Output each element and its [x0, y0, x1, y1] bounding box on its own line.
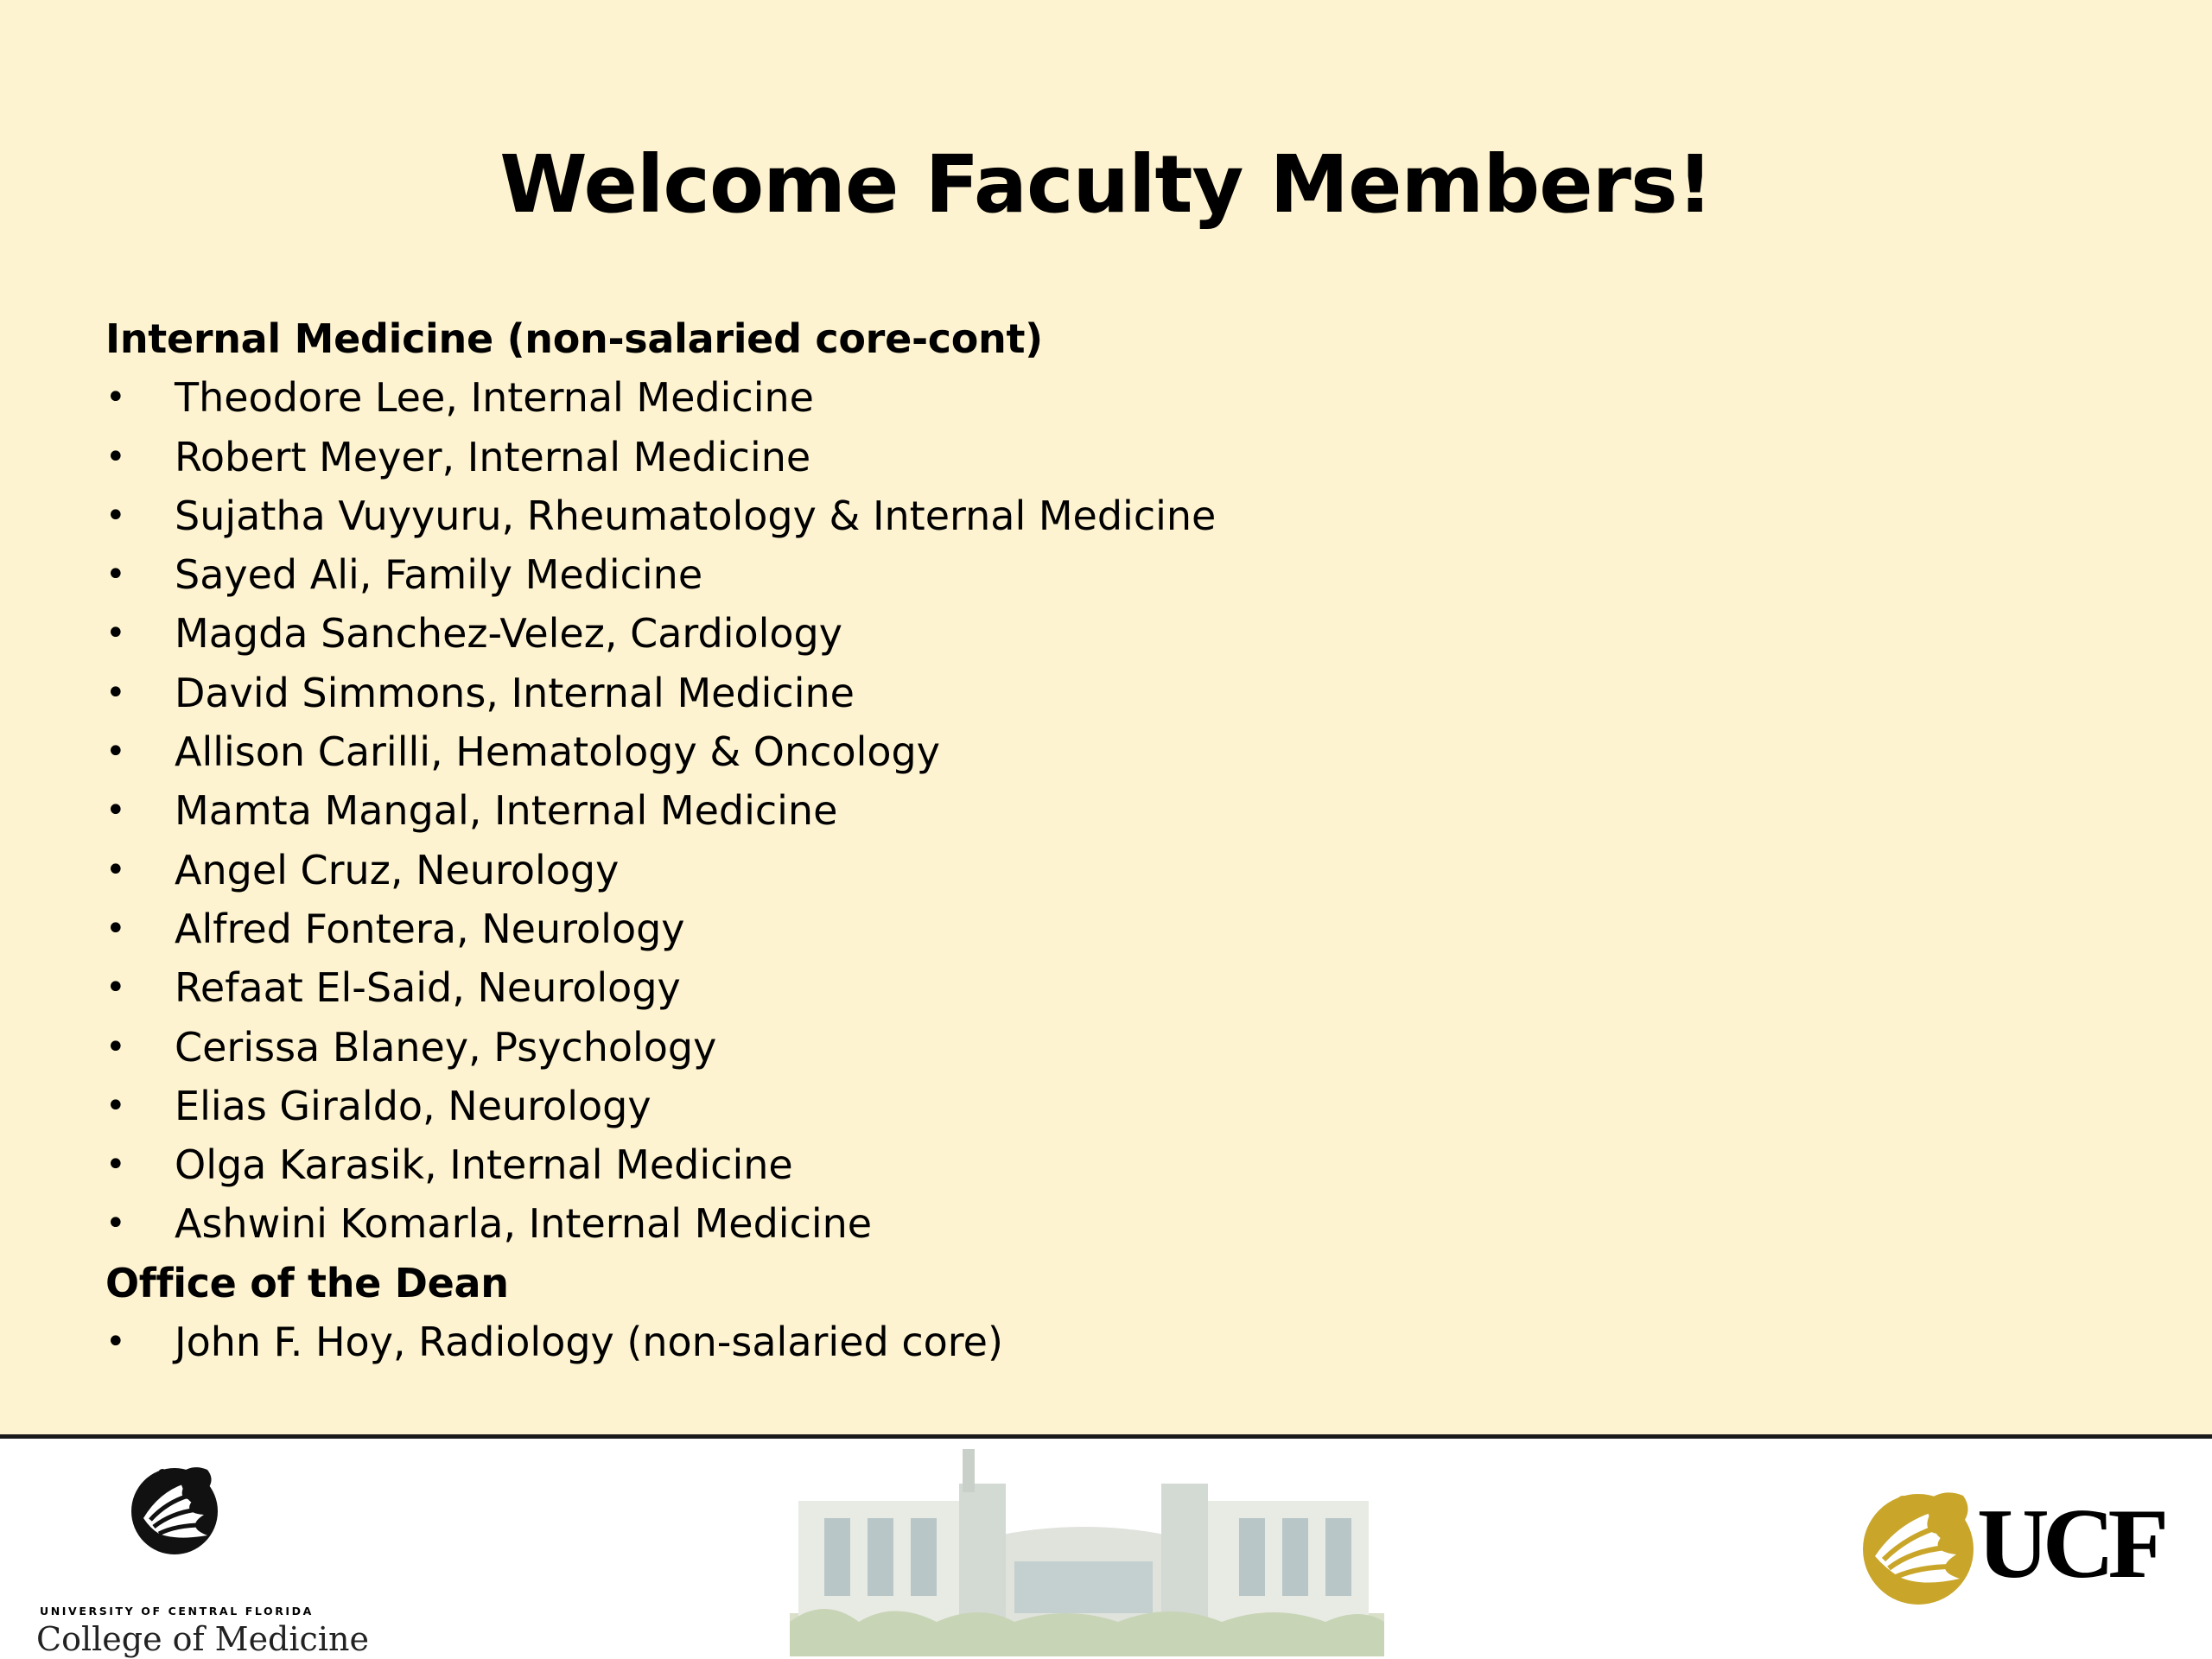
bullet-icon: •: [105, 613, 126, 654]
list-item: [105, 841, 2093, 899]
list-item-text: Allison Carilli, Hematology & Oncology: [175, 728, 940, 776]
ucf-logo: [1858, 1482, 2186, 1611]
bullet-icon: •: [105, 1204, 126, 1244]
list-item-text: Refaat El-Said, Neurology: [175, 964, 681, 1012]
list-item: [105, 958, 2093, 1017]
ucf-text: UCF: [1977, 1489, 2163, 1599]
bullet-icon: •: [105, 732, 126, 772]
list-item-text: Ashwini Komarla, Internal Medicine: [175, 1200, 873, 1248]
list-item: [105, 1135, 2093, 1194]
list-item-text: Cerissa Blaney, Psychology: [175, 1023, 717, 1071]
bullet-icon: •: [105, 849, 126, 890]
bullet-icon: •: [105, 1027, 126, 1067]
bullet-icon: •: [105, 555, 126, 595]
bullet-icon: •: [105, 378, 126, 418]
bullet-icon: •: [105, 495, 126, 536]
faculty-list: [105, 309, 2093, 1371]
pegasus-icon: [124, 1458, 228, 1561]
list-item: [105, 1018, 2093, 1077]
list-item: [105, 545, 2093, 604]
slide-title: Welcome Faculty Members!: [499, 138, 1713, 231]
college-name-text: College of Medicine: [36, 1620, 369, 1658]
list-item-text: David Simmons, Internal Medicine: [175, 669, 855, 716]
building-image: [790, 1449, 1384, 1656]
list-item: [105, 664, 2093, 722]
list-item-text: Mamta Mangal, Internal Medicine: [175, 787, 838, 835]
bullet-icon: •: [105, 1322, 126, 1363]
section-heading: Office of the Dean: [105, 1259, 509, 1306]
list-item: [105, 604, 2093, 663]
bullet-icon: •: [105, 968, 126, 1008]
bullet-icon: •: [105, 791, 126, 831]
bullet-icon: •: [105, 436, 126, 477]
bullet-icon: •: [105, 1085, 126, 1126]
list-item: [105, 486, 2093, 545]
bullet-icon: •: [105, 672, 126, 713]
list-item-text: John F. Hoy, Radiology (non-salaried core): [175, 1319, 1003, 1366]
pegasus-gold-icon: [1858, 1482, 1987, 1611]
list-item: [105, 1077, 2093, 1135]
list-item-text: Olga Karasik, Internal Medicine: [175, 1141, 793, 1189]
list-item-text: Angel Cruz, Neurology: [175, 846, 620, 893]
bullet-icon: •: [105, 908, 126, 949]
list-item: [105, 428, 2093, 486]
list-item-text: Sujatha Vuyyuru, Rheumatology & Internal Medicine: [175, 492, 1217, 539]
university-name-text: UNIVERSITY OF CENTRAL FLORIDA: [40, 1605, 314, 1618]
list-item-text: Elias Giraldo, Neurology: [175, 1082, 652, 1129]
list-item: [105, 722, 2093, 781]
list-item: [105, 781, 2093, 840]
list-item-text: Magda Sanchez-Velez, Cardiology: [175, 610, 842, 658]
list-item-text: Theodore Lee, Internal Medicine: [175, 374, 814, 422]
list-item: [105, 368, 2093, 427]
college-of-medicine-logo: [31, 1458, 369, 1658]
list-item: [105, 899, 2093, 958]
footer-bar: [0, 1434, 2212, 1659]
bullet-icon: •: [105, 1145, 126, 1185]
list-item-text: Robert Meyer, Internal Medicine: [175, 433, 811, 480]
list-item-text: Sayed Ali, Family Medicine: [175, 551, 703, 599]
list-item: [105, 1194, 2093, 1253]
list-item: [105, 1313, 2093, 1371]
section-heading: Internal Medicine (non-salaried core-cont): [105, 315, 1043, 362]
list-item-text: Alfred Fontera, Neurology: [175, 905, 685, 952]
